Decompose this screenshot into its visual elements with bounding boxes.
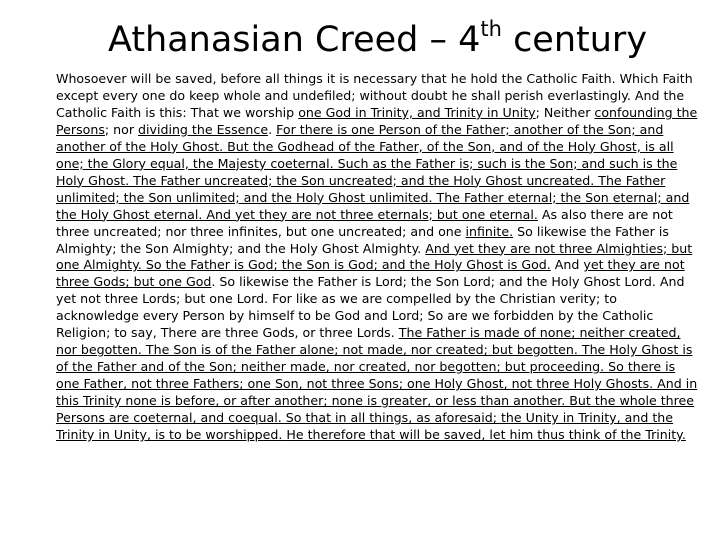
text-segment: So likewise the Father is Almighty; the Son Almighty; and the Holy Ghost Almighty. (56, 223, 669, 256)
text-segment: And (550, 257, 584, 273)
slide-title (108, 14, 668, 66)
underlined-text-segment: yet they are not three Gods; but one God (56, 257, 685, 290)
underlined-text-segment: And yet they are not three Almighties; but one Almighty. So the Father is God; the Son is God; and the Holy Ghost is God. (56, 240, 693, 273)
text-segment: . So likewise the Father is Lord; the Son Lord; and the Holy Ghost Lord. And yet not three Lords; but one Lord. For like as we are compelled by the Christian verity; to acknowledge every Person by himself to be God and Lord; So are we forbidden by the Catholic Religion; to say, There are three Gods, or three Lords. (56, 274, 685, 341)
text-segment: As also there are not three uncreated; nor three infinites, but one uncreated; and one (56, 206, 673, 239)
title-end: century (501, 20, 648, 60)
title-main: Athanasian Creed – 4 (108, 20, 481, 60)
text-segment: . (268, 121, 277, 137)
text-segment: ; nor (104, 121, 139, 137)
text-segment: Whosoever will be saved, before all things it is necessary that he hold the Catholic Faith. Which Faith except every one do keep whole and undefiled; without doubt he shall perish everlastingly. And the Catholic Faith is this: That we worship (56, 71, 693, 120)
underlined-text-segment: infinite. (465, 223, 514, 239)
underlined-text-segment: For there is one Person of the Father; another of the Son; and another of the Holy Ghost. But the Godhead of the Father, of the Son, and of the Holy Ghost, is all one; the Glory equal, the Majesty coeternal. Such as the Father is; such is the Son; and such is the Holy Ghost. The Father uncreated; the Son uncreated; and the Holy Ghost uncreated. The Father unlimited; the Son unlimited; and the Holy Ghost unlimited. The Father eternal; the Son eternal; and the Holy Ghost eternal. And yet they are not three eternals; but one eternal. (56, 121, 690, 222)
title-superscript: th (480, 17, 502, 41)
underlined-text-segment: dividing the Essence (138, 121, 269, 137)
underlined-text-segment: The Father is made of none; neither created, nor begotten. The Son is of the Father alone; not made, nor created; but begotten. The Holy Ghost is of the Father and of the Son; neither made, nor created, nor begotten; but proceeding. So there is one Father, not three Fathers; one Son, not three Sons; one Holy Ghost, not three Holy Ghosts. And in this Trinity none is before, or after another; none is greater, or less than another. But the whole three Persons are coeternal, and coequal. So that in all things, as aforesaid; the Unity in Trinity, and the Trinity in Unity, is to be worshipped. (56, 325, 698, 443)
text-segment: ; Neither (535, 104, 595, 120)
creed-text (56, 71, 700, 444)
underlined-text-segment: confounding the Persons (56, 104, 698, 137)
underlined-text-segment: He therefore that will be saved, let him thus think of the Trinity. (282, 427, 686, 443)
underlined-text-segment: one God in Trinity, and Trinity in Unity (298, 104, 536, 120)
